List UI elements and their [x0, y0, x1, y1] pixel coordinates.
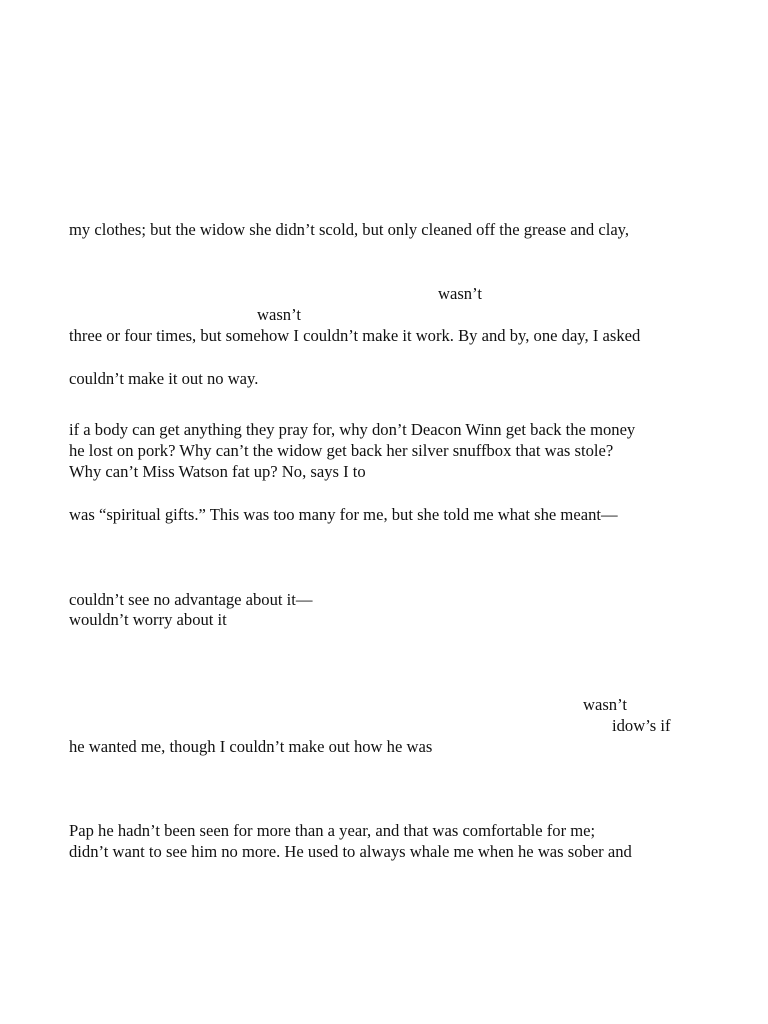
text-line: couldn’t make it out no way. — [69, 369, 259, 388]
text-line: he lost on pork? Why can’t the widow get back her silver snuffbox that was stole? — [69, 441, 614, 460]
text-line: wouldn’t worry about it — [69, 610, 227, 629]
text-line: wasn’t — [583, 695, 627, 714]
text-line: idow’s if — [612, 716, 671, 735]
text-line: Why can’t Miss Watson fat up? No, says I to — [69, 462, 366, 481]
text-line: if a body can get anything they pray for, why don’t Deacon Winn get back the money — [69, 420, 636, 439]
text-line: wasn’t — [257, 305, 301, 324]
text-line: my clothes; but the widow she didn’t scold, but only cleaned off the grease and clay, — [69, 220, 630, 239]
text-line: three or four times, but somehow I couldn’t make it work. By and by, one day, I asked — [69, 326, 641, 345]
text-line: didn’t want to see him no more. He used to always whale me when he was sober and — [69, 842, 632, 861]
text-line: he wanted me, though I couldn’t make out how he was — [69, 737, 433, 756]
text-line: Pap he hadn’t been seen for more than a year, and that was comfortable for me; — [69, 821, 596, 840]
text-line: was “spiritual gifts.” This was too many for me, but she told me what she meant— — [69, 505, 618, 524]
text-line: wasn’t — [438, 284, 482, 303]
text-line: couldn’t see no advantage about it— — [69, 590, 313, 609]
